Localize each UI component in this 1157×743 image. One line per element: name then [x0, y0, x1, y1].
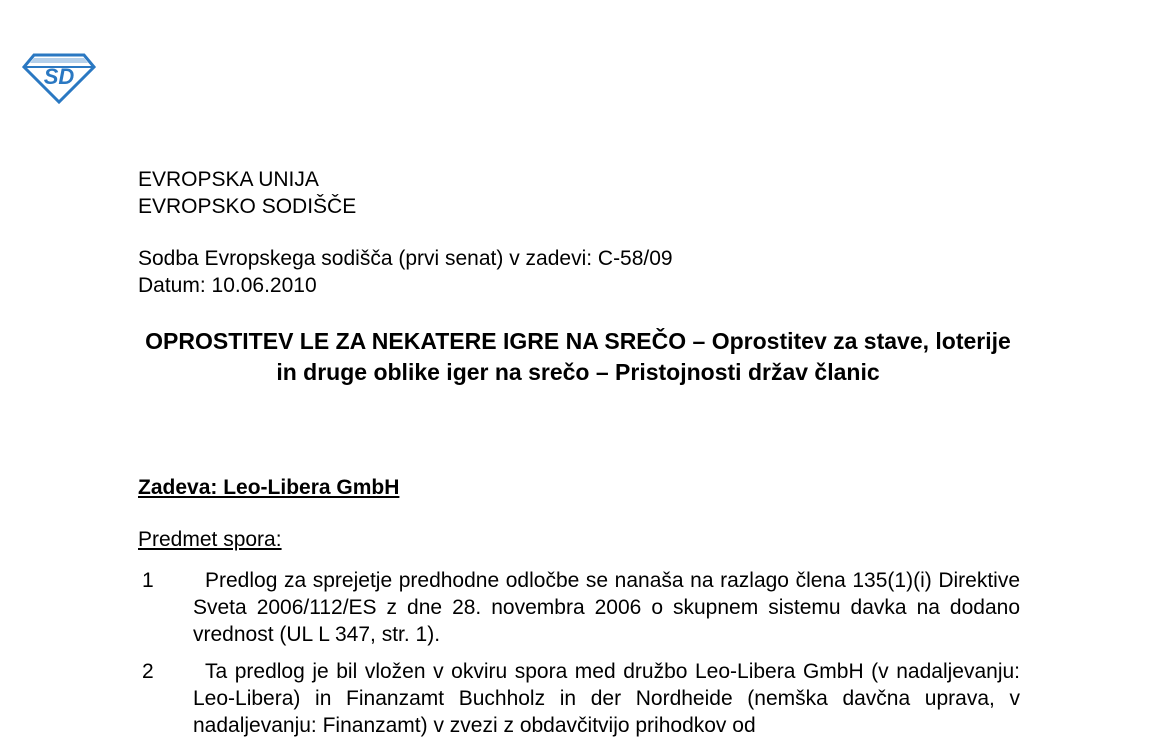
paragraph-text: Ta predlog je bil vložen v okviru spora med družbo Leo-Libera GmbH (v nadaljevanju: Leo-Libera) in Finanzamt Buchholz in der Nordheide (nemška davčna uprava, v nadaljevanju: Finanzamt) v zvezi z obdavčitvijo prihodkov od — [193, 660, 1020, 737]
numbered-paragraph — [138, 658, 1020, 739]
case-info — [138, 245, 673, 299]
judgment-reference: Sodba Evropskega sodišča (prvi senat) v zadevi: C-58/09 — [138, 247, 673, 270]
paragraph-text: Predlog za sprejetje predhodne odločbe se nanaša na razlago člena 135(1)(i) Direktive Sveta 2006/112/ES z dne 28. novembra 2006 o skupnem sistemu davka na dodano vrednost (UL L 347, str. 1). — [193, 569, 1020, 646]
subject-heading: Predmet spora: — [138, 528, 282, 551]
judgment-date: Datum: 10.06.2010 — [138, 274, 317, 297]
case-party: Zadeva: Leo-Libera GmbH — [138, 476, 400, 499]
document-title: OPROSTITEV LE ZA NEKATERE IGRE NA SREČO – Oprostitev za stave, loterije in druge oblike iger na srečo – Pristojnosti držav članic — [145, 328, 1011, 385]
numbered-paragraph — [138, 567, 1020, 648]
institution-line-1: EVROPSKA UNIJA — [138, 168, 319, 191]
paragraph-number: 2 — [142, 660, 154, 683]
logo-initials: SD — [43, 64, 75, 89]
company-logo — [22, 49, 96, 104]
institution-line-2: EVROPSKO SODIŠČE — [138, 195, 357, 218]
paragraph-number: 1 — [142, 569, 154, 592]
institution-header — [138, 166, 356, 220]
